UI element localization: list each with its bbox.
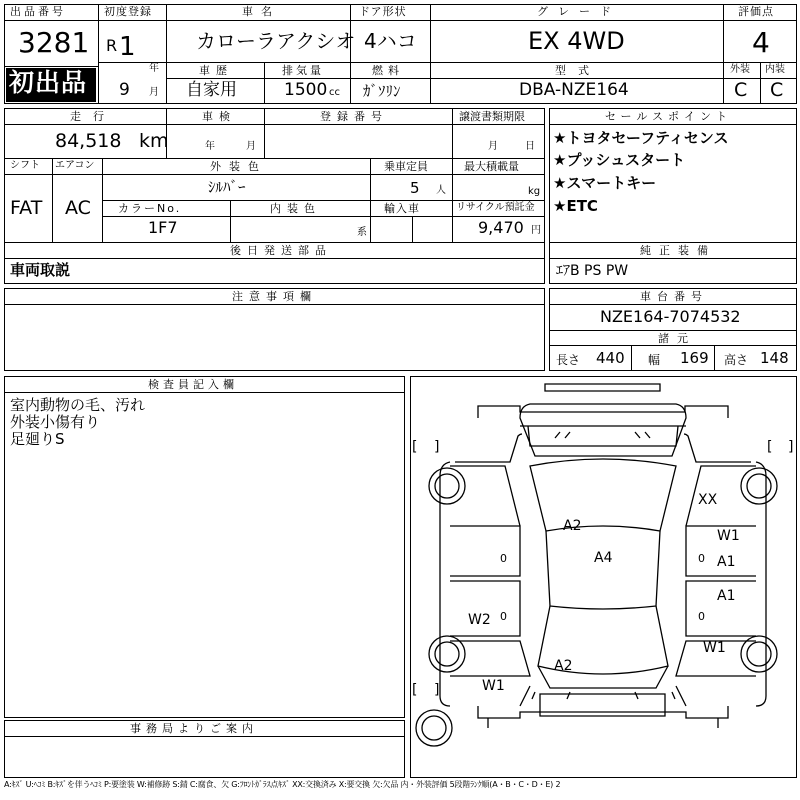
small-mark: 0 [500, 552, 507, 565]
notes-label: 注意事項欄 [232, 290, 317, 303]
interior-color-label: 内装色 [270, 202, 321, 215]
bracket-mark: ] [788, 439, 794, 455]
small-mark: 0 [698, 610, 705, 623]
length-label: 長さ [556, 353, 581, 367]
sales-points-label: セールスポイント [605, 110, 733, 123]
bracket-mark: ] [434, 682, 440, 698]
small-mark: 0 [698, 552, 705, 565]
ac-label: エアコン [55, 160, 95, 171]
grade-label: グレード [537, 5, 621, 18]
score: 4 [752, 26, 770, 59]
exterior-color: ｼﾙﾊﾞｰ [208, 178, 246, 196]
mark-a1-right-rear-door: A1 [717, 588, 736, 604]
registration-year: 1 [119, 32, 136, 62]
recycle-fee-unit: 円 [531, 225, 541, 236]
door-type: 4ハコ [364, 29, 417, 53]
transfer-day-unit: 日 [525, 141, 535, 152]
history: 自家用 [186, 80, 237, 100]
max-load-label: 最大積載量 [464, 160, 519, 173]
capacity-label: 乗車定員 [384, 160, 428, 173]
interior-grade: C [770, 79, 784, 101]
interior-color-unit: 系 [357, 227, 367, 238]
width: 169 [680, 349, 709, 367]
bracket-mark: [ [412, 439, 418, 455]
displacement-unit: cc [329, 87, 340, 98]
bracket-mark: [ [767, 439, 773, 455]
displacement: 1500 [284, 80, 328, 100]
door-type-label: ドア形状 [359, 5, 407, 18]
year-unit: 年 [149, 63, 159, 74]
history-label: 車歴 [199, 64, 233, 77]
height: 148 [760, 349, 789, 367]
inspector-note: 室内動物の毛、汚れ [10, 396, 146, 414]
equipment: ｴｱB PS PW [556, 263, 629, 279]
mark-w2-left-rear: W2 [468, 612, 491, 628]
shift-label: シフト [10, 160, 40, 171]
month-unit: 月 [149, 87, 159, 98]
dimensions-label: 諸元 [658, 332, 696, 345]
color-number-label: カラーNo. [118, 202, 182, 215]
mileage-unit: km [139, 130, 169, 152]
car-name: カローラアクシオ [196, 29, 356, 53]
capacity-unit: 人 [436, 185, 446, 196]
mark-w1-front-right: W1 [717, 528, 740, 544]
exterior-grade: C [734, 79, 748, 101]
bracket-mark: ] [434, 439, 440, 455]
transfer-deadline-label: 譲渡書類期限 [459, 110, 525, 123]
length: 440 [596, 349, 625, 367]
displacement-label: 排気量 [282, 64, 324, 77]
documents: 車両取説 [10, 261, 71, 279]
inspector-label: 検査員記入欄 [148, 378, 238, 391]
max-load-unit: kg [528, 186, 541, 197]
recycle-fee: 9,470 [478, 218, 524, 237]
transfer-month-unit: 月 [488, 141, 498, 152]
model-code: DBA-NZE164 [519, 80, 629, 100]
office-notice-label: 事務局よりご案内 [130, 722, 258, 735]
fuel-label: 燃料 [372, 64, 404, 77]
chassis-number-label: 車台番号 [640, 290, 708, 303]
sales-point-item: ★スマートキー [553, 174, 657, 192]
equipment-label: 純正装備 [640, 244, 716, 257]
color-number: 1F7 [148, 218, 178, 237]
ac: AC [65, 197, 91, 219]
inspection-month-unit: 月 [246, 141, 256, 152]
model-code-label: 型式 [555, 64, 601, 77]
fuel: ｶﾞｿﾘﾝ [363, 82, 401, 100]
bracket-mark: [ [412, 682, 418, 698]
mark-a2-front: A2 [563, 518, 582, 534]
recycle-label: リサイクル預託金 [456, 202, 535, 213]
car-diagram [410, 376, 797, 778]
mileage-label: 走行 [70, 110, 116, 123]
exterior-color-label: 外装色 [210, 160, 267, 173]
sales-point-item: ★ETC [553, 197, 598, 215]
documents-label: 後日発送部品 [230, 244, 332, 257]
small-mark: 0 [500, 610, 507, 623]
mark-a1-right-front-door: A1 [717, 554, 736, 570]
mark-w1-right-rear: W1 [703, 640, 726, 656]
chassis-number: NZE164-7074532 [600, 307, 741, 326]
first-registration-label: 初度登録 [104, 5, 152, 18]
car-name-label: 車名 [242, 5, 280, 18]
registration-month: 9 [119, 80, 130, 100]
score-label: 評価点 [738, 5, 774, 18]
mark-w1-left-bumper: W1 [482, 678, 505, 694]
mark-a4-roof: A4 [594, 550, 613, 566]
sales-point-item: ★プッシュスタート [553, 151, 686, 169]
capacity: 5 [410, 179, 420, 197]
mark-a2-trunk: A2 [554, 658, 573, 674]
mileage: 84,518 [55, 130, 122, 152]
registration-number-label: 登録番号 [320, 110, 388, 123]
legend: A:ｷｽﾞ U:ﾍｺﾐ B:ｷｽﾞを伴うﾍｺﾐ P:要塗装 W:補修跡 S:錆 C:腐食、欠 G:ﾌﾛﾝﾄｶﾞﾗｽ点ｷｽﾞ XX:交換済み X:要交換 欠:欠品 内・外装評価 5段階ﾗﾝｸ順(A・B・C・D・E) 2 [4, 780, 561, 789]
sales-point-item: ★トヨタセーフティセンス [553, 129, 729, 147]
import-label: 輸入車 [384, 202, 420, 215]
lot-number-label: 出品番号 [10, 5, 66, 18]
inspection-year-unit: 年 [205, 141, 215, 152]
inspector-note: 足廻りS [10, 430, 65, 448]
width-label: 幅 [648, 353, 661, 367]
grade: EX 4WD [528, 27, 625, 55]
interior-grade-label: 内装 [765, 64, 785, 75]
mark-xx: XX [698, 492, 718, 508]
inspection-label: 車検 [202, 110, 236, 123]
height-label: 高さ [724, 353, 749, 367]
inspector-note: 外装小傷有り [10, 413, 101, 431]
era-mark: R [106, 36, 118, 55]
lot-number: 3281 [18, 26, 90, 59]
first-listing-text: 初出品 [9, 68, 88, 97]
exterior-grade-label: 外装 [730, 64, 750, 75]
shift: FAT [10, 197, 43, 219]
